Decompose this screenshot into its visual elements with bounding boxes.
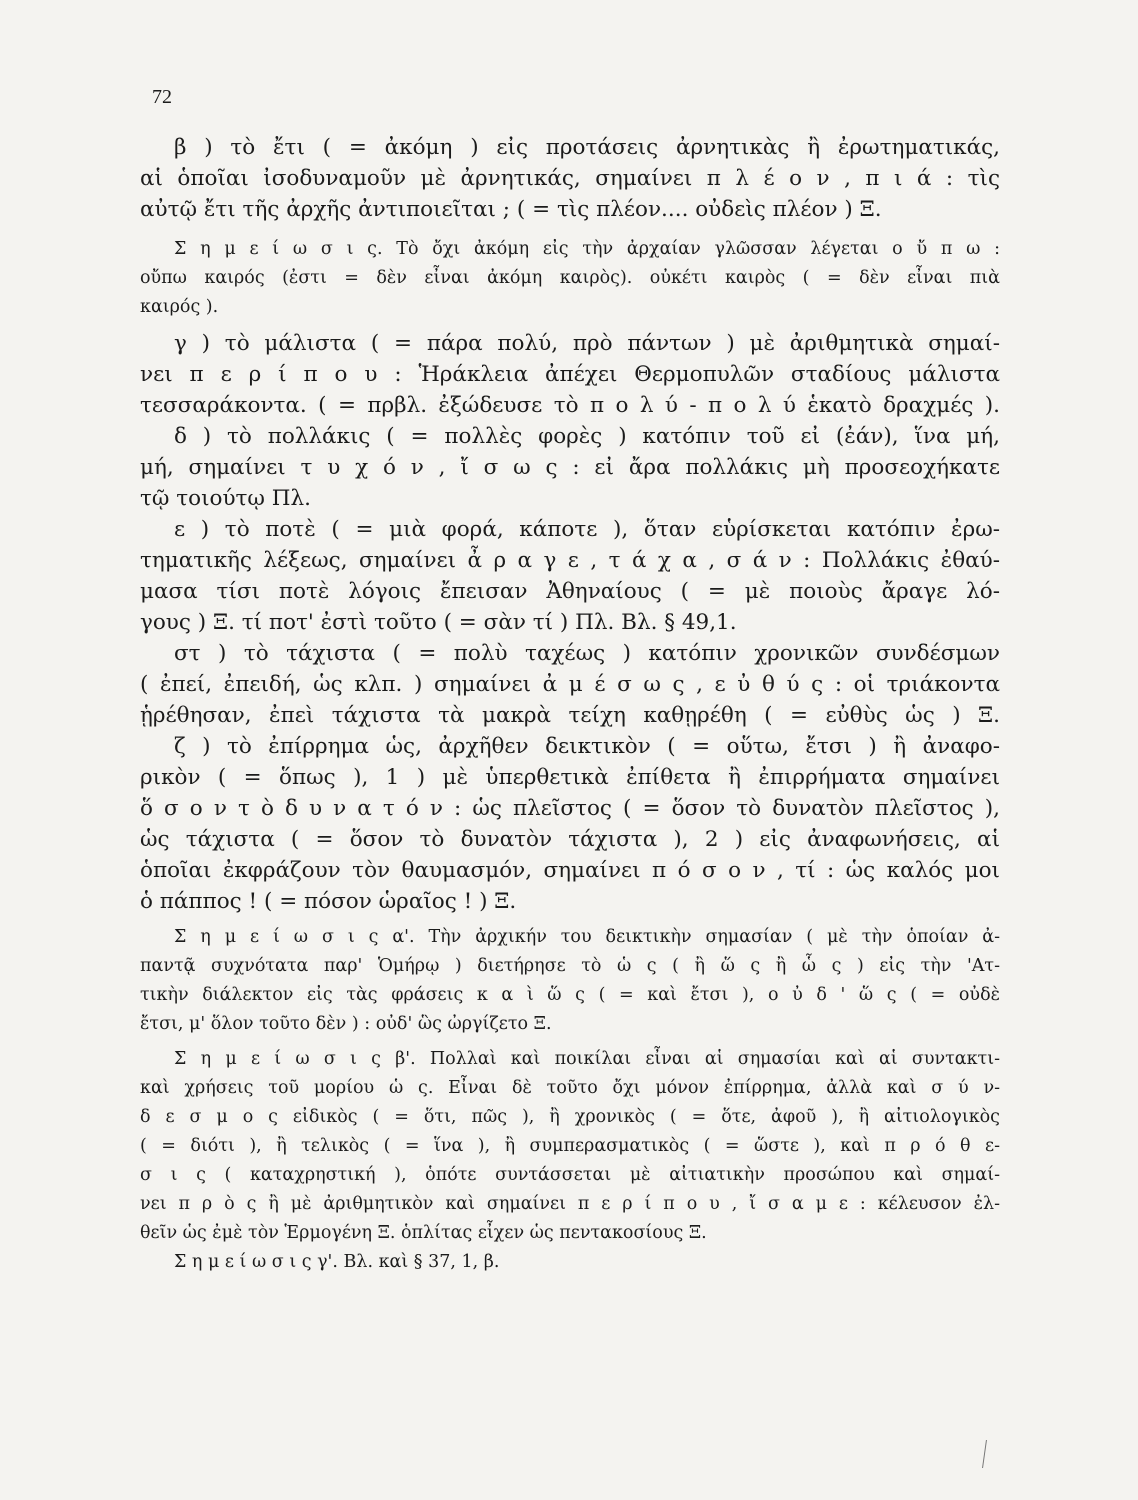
note-line: καιρός ). [140, 297, 219, 317]
note-line: ( = διότι ), ἢ τελικὸς ( = ἵνα ), ἢ συμπερασματικὸς ( = ὥστε ), καὶ π ρ ό θ ε- [140, 1136, 1000, 1156]
text-line: ( ἐπεί, ἐπειδή, ὡς κλπ. ) σημαίνει ἀ μ έ σ ω ς , ε ὐ θ ύ ς : οἱ τριάκοντα [140, 672, 1000, 697]
text-line: τεσσαράκοντα. ( = πρβλ. ἐξώδευσε τὸ π ο λ ύ - π ο λ ύ ἑκατὸ δραχμές ). [140, 393, 1000, 418]
note-line: Σ η μ ε ί ω σ ι ς. Τὸ ὄχι ἀκόμη εἰς τὴν ἀρχαίαν γλῶσσαν λέγεται ο ὔ π ω : [174, 239, 1000, 259]
page-edge-mark [982, 1440, 991, 1468]
page-body [140, 132, 1000, 1277]
text-line: αἱ ὁποῖαι ἰσοδυναμοῦν μὲ ἀρνητικάς, σημαίνει π λ έ ο ν , π ι ά : τὶς [140, 166, 1000, 191]
note-line: τικὴν διάλεκτον εἰς τὰς φράσεις κ α ὶ ὥ ς ( = καὶ ἔτσι ), ο ὐ δ ' ὥ ς ( = οὐδὲ [140, 985, 1000, 1005]
note-line: Σ η μ ε ί ω σ ι ς α'. Τὴν ἀρχικήν του δεικτικὴν σημασίαν ( μὲ τὴν ὁποίαν ἀ- [174, 927, 1000, 947]
note-line: οὔπω καιρός (ἐστι = δὲν εἶναι ἀκόμη καιρὸς). οὐκέτι καιρὸς ( = δὲν εἶναι πιὰ [140, 268, 1000, 288]
page-number: 72 [152, 86, 172, 108]
text-line: μασα τίσι ποτὲ λόγοις ἔπεισαν Ἀθηναίους ( = μὲ ποιοὺς ἄραγε λό- [140, 579, 1000, 604]
text-line: δ ) τὸ πολλάκις ( = πολλὲς φορὲς ) κατόπιν τοῦ εἰ (ἐάν), ἵνα μή, [174, 424, 1000, 449]
text-line: ρικὸν ( = ὅπως ), 1 ) μὲ ὑπερθετικὰ ἐπίθετα ἢ ἐπιρρήματα σημαίνει [140, 765, 1000, 790]
note-line: Σ η μ ε ί ω σ ι ς β'. Πολλαὶ καὶ ποικίλαι εἶναι αἱ σημασίαι καὶ αἱ συντακτι- [174, 1049, 1000, 1069]
text-line: τηματικῆς λέξεως, σημαίνει ἆ ρ α γ ε , τ ά χ α , σ ά ν : Πολλάκις ἐθαύ- [140, 548, 1000, 573]
note-line: ἔτσι, μ' ὅλον τοῦτο δὲν ) : οὐδ' ὣς ὠργίζετο Ξ. [140, 1014, 552, 1034]
note-line: θεῖν ὡς ἐμὲ τὸν Ἑρμογένη Ξ. ὁπλίτας εἶχεν ὡς πεντακοσίους Ξ. [140, 1223, 707, 1243]
text-line: μή, σημαίνει τ υ χ ό ν , ἴ σ ω ς : εἰ ἄρα πολλάκις μὴ προσεοχήκατε [140, 455, 1000, 480]
text-line: νει π ε ρ ί π ο υ : Ἡράκλεια ἀπέχει Θερμοπυλῶν σταδίους μάλιστα [140, 362, 1000, 387]
note-line: σ ι ς ( καταχρηστική ), ὁπότε συντάσσεται μὲ αἰτιατικὴν προσώπου καὶ σημαί- [140, 1165, 1000, 1185]
text-line: β ) τὸ ἔτι ( = ἀκόμη ) εἰς προτάσεις ἀρνητικὰς ἢ ἐρωτηματικάς, [174, 135, 1000, 160]
text-line: ὁ πάππος ! ( = πόσον ὡραῖος ! ) Ξ. [140, 889, 517, 914]
text-line: ε ) τὸ ποτὲ ( = μιὰ φορά, κάποτε ), ὅταν εὑρίσκεται κατόπιν ἐρω- [174, 517, 1000, 542]
text-line: ὅ σ ο ν τ ὸ δ υ ν α τ ό ν : ὡς πλεῖστος ( = ὅσον τὸ δυνατὸν πλεῖστος ), [140, 796, 1000, 821]
text-line: ὡς τάχιστα ( = ὅσον τὸ δυνατὸν τάχιστα ), 2 ) εἰς ἀναφωνήσεις, αἱ [140, 827, 1000, 852]
note-line: καὶ χρήσεις τοῦ μορίου ὡ ς. Εἶναι δὲ τοῦτο ὄχι μόνον ἐπίρρημα, ἀλλὰ καὶ σ ύ ν- [140, 1078, 1000, 1098]
text-line: στ ) τὸ τάχιστα ( = πολὺ ταχέως ) κατόπιν χρονικῶν συνδέσμων [174, 641, 1000, 666]
text-line: ζ ) τὸ ἐπίρρημα ὡς, ἀρχῆθεν δεικτικὸν ( = οὕτω, ἔτσι ) ἢ ἀναφο- [174, 734, 1000, 759]
note-line: παντᾷ συχνότατα παρ' Ὁμήρῳ ) διετήρησε τὸ ὡ ς ( ἢ ὥ ς ἢ ὧ ς ) εἰς τὴν 'Ατ- [140, 956, 1000, 976]
text-line: γ ) τὸ μάλιστα ( = πάρα πολύ, πρὸ πάντων ) μὲ ἀριθμητικὰ σημαί- [174, 331, 1000, 356]
text-line: τῷ τοιούτῳ Πλ. [140, 486, 312, 511]
text-line: ᾑρέθησαν, ἐπεὶ τάχιστα τὰ μακρὰ τείχη καθῃρέθη ( = εὐθὺς ὡς ) Ξ. [140, 703, 1000, 728]
note-line: δ ε σ μ ο ς εἰδικὸς ( = ὅτι, πῶς ), ἢ χρονικὸς ( = ὅτε, ἀφοῦ ), ἢ αἰτιολογικὸς [140, 1107, 1000, 1127]
note-line: νει π ρ ὸ ς ἢ μὲ ἀριθμητικὸν καὶ σημαίνει π ε ρ ί π ο υ , ἴ σ α μ ε : κέλευσον ἐλ- [140, 1194, 1000, 1214]
text-line: ὁποῖαι ἐκφράζουν τὸν θαυμασμόν, σημαίνει π ό σ ο ν , τί : ὡς καλός μοι [140, 858, 1000, 883]
text-line: γους ) Ξ. τί ποτ' ἐστὶ τοῦτο ( = σὰν τί ) Πλ. Βλ. § 49,1. [140, 610, 737, 635]
text-line: αὐτῷ ἔτι τῆς ἀρχῆς ἀντιποιεῖται ; ( = τὶς πλέον.... οὐδεὶς πλέον ) Ξ. [140, 197, 882, 222]
note-line: Σ η μ ε ί ω σ ι ς γ'. Βλ. καὶ § 37, 1, β. [174, 1252, 500, 1272]
